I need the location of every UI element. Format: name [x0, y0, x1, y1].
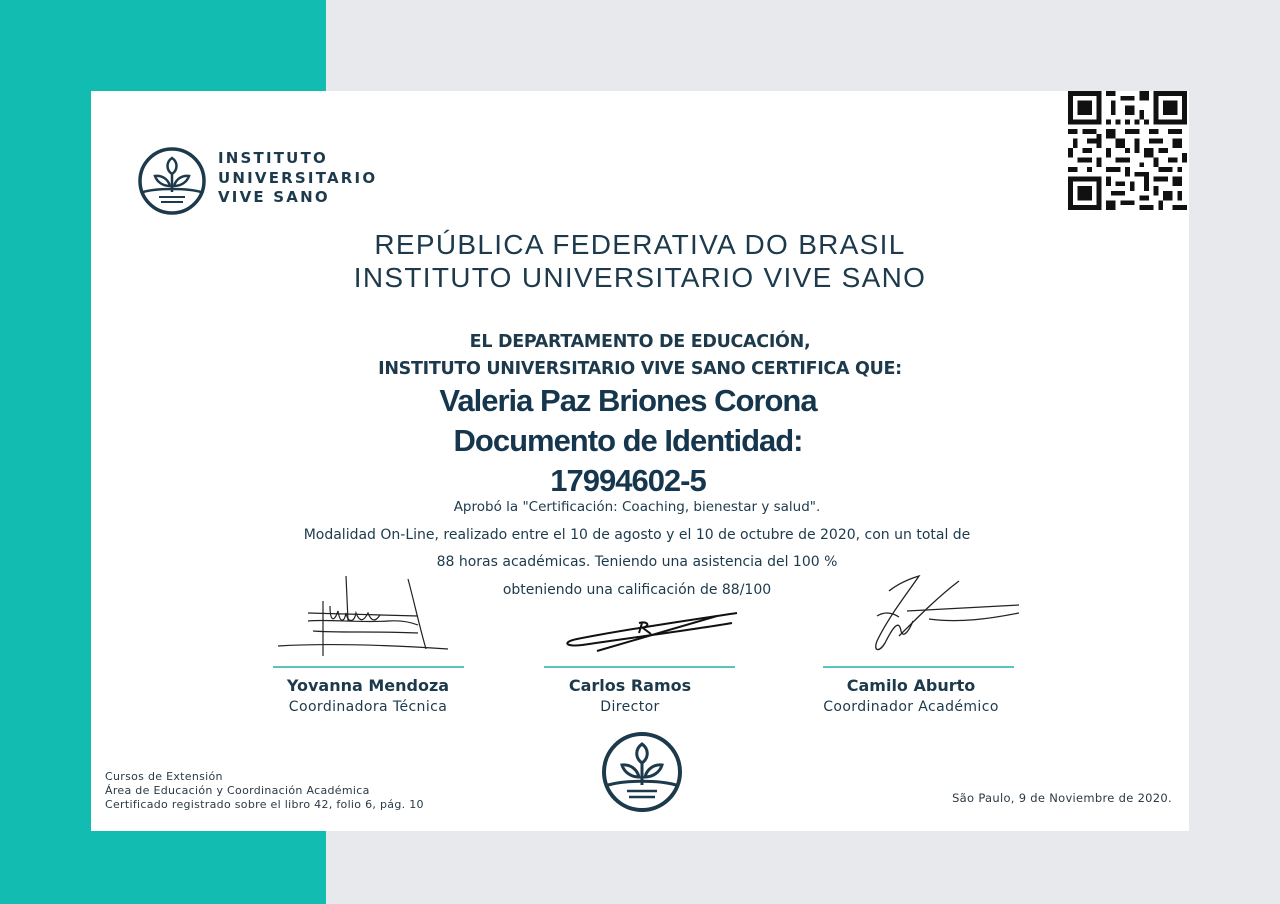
recipient-block: [79, 381, 1177, 501]
footer-left-line-1: Cursos de Extensión: [105, 770, 223, 783]
signatory-name-1: Yovanna Mendoza: [286, 676, 450, 695]
signature-line-3: [823, 666, 1014, 668]
signatory-name-3: Camilo Aburto: [846, 676, 976, 695]
certifies-line-1: EL DEPARTAMENTO DE EDUCACIÓN,: [469, 332, 811, 352]
certifies-line-2: INSTITUTO UNIVERSITARIO VIVE SANO CERTIFICA QUE:: [378, 359, 902, 379]
description-line-3: 88 horas académicas. Teniendo una asistencia del 100 %: [436, 554, 838, 570]
logo-line-1: INSTITUTO: [218, 149, 328, 167]
certifies-statement: [91, 329, 1189, 383]
institution-logo-text: [218, 149, 377, 208]
header-block: [91, 228, 1189, 294]
signatory-role-1: Coordinadora Técnica: [288, 699, 448, 715]
logo-plant-icon: [137, 146, 207, 216]
recipient-id-number: 17994602-5: [550, 463, 706, 498]
signature-2: [527, 561, 767, 666]
recipient-name: Valeria Paz Briones Corona: [439, 383, 817, 418]
logo-line-2: UNIVERSITARIO: [218, 168, 378, 187]
seal-plant-icon: [601, 731, 683, 813]
signatory-name-2: Carlos Ramos: [568, 676, 692, 695]
recipient-id-label: Documento de Identidad:: [453, 423, 803, 458]
signature-line-2: [544, 666, 735, 668]
signature-1: [248, 561, 488, 666]
description-line-4: obteniendo una calificación de 88/100: [502, 581, 772, 598]
signatory-role-2: Director: [600, 699, 660, 715]
footer-registration: [105, 770, 424, 812]
logo-line-3: VIVE SANO: [218, 188, 330, 206]
signature-3: [809, 561, 1049, 666]
certificate-card: [91, 91, 1189, 831]
description-line-2: Modalidad On-Line, realizado entre el 10 de agosto y el 10 de octubre de 2020, con un total de: [303, 526, 971, 543]
footer-left-line-2: Área de Educación y Coordinación Académica: [105, 784, 370, 797]
description-line-1: Aprobó la "Certificación: Coaching, bienestar y salud".: [453, 499, 821, 515]
footer-place-date: São Paulo, 9 de Noviembre de 2020.: [952, 791, 1172, 805]
qr-code: [1068, 91, 1187, 210]
footer-left-line-3: Certificado registrado sobre el libro 42, folio 6, pág. 10: [105, 798, 424, 811]
signature-line-1: [273, 666, 464, 668]
header-country: REPÚBLICA FEDERATIVA DO BRASIL: [374, 229, 906, 260]
signatory-role-3: Coordinador Académico: [823, 699, 999, 715]
header-institution: INSTITUTO UNIVERSITARIO VIVE SANO: [353, 262, 927, 293]
